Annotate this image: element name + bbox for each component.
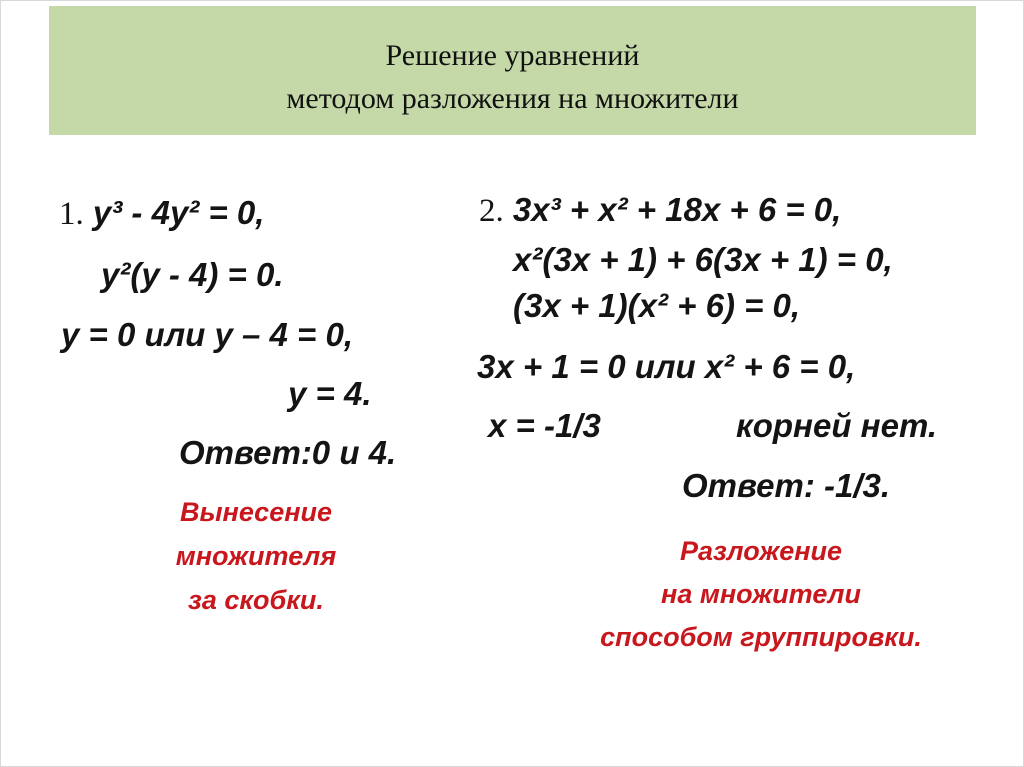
right-equation-1	[479, 191, 841, 230]
left-note-line-3: за скобки.	[188, 585, 324, 615]
title-line-2: методом разложения на множители	[286, 82, 739, 115]
right-note-line-2: на множители	[661, 579, 861, 609]
left-equation-1	[59, 194, 264, 233]
left-example-number: 1.	[59, 196, 84, 232]
right-equation-4: 3x + 1 = 0 или x² + 6 = 0,	[477, 348, 856, 385]
left-note-line-2: множителя	[175, 541, 337, 571]
right-note-line-1: Разложение	[679, 536, 843, 566]
right-equation-3: (3x + 1)(x² + 6) = 0,	[513, 287, 801, 324]
title-banner	[49, 6, 976, 135]
right-no-roots: корней нет.	[736, 407, 938, 444]
left-equation-2: y²(y - 4) = 0.	[101, 256, 284, 293]
right-root: x = -1/3	[488, 407, 601, 444]
right-note-line-3: способом группировки.	[600, 622, 922, 652]
left-equation-3: y = 0 или y – 4 = 0,	[61, 316, 354, 353]
right-example-number: 2.	[479, 193, 504, 229]
right-equation-2: x²(3x + 1) + 6(3x + 1) = 0,	[513, 241, 893, 278]
title-line-1: Решение уравнений	[385, 39, 640, 72]
left-answer: Ответ:0 и 4.	[179, 434, 397, 471]
left-equation-1-text: y³ - 4y² = 0,	[92, 194, 265, 231]
left-equation-4: y = 4.	[288, 375, 372, 412]
right-answer: Ответ: -1/3.	[682, 467, 891, 504]
right-equation-1-text: 3x³ + x² + 18x + 6 = 0,	[512, 191, 842, 228]
left-note-line-1: Вынесение	[179, 497, 333, 527]
